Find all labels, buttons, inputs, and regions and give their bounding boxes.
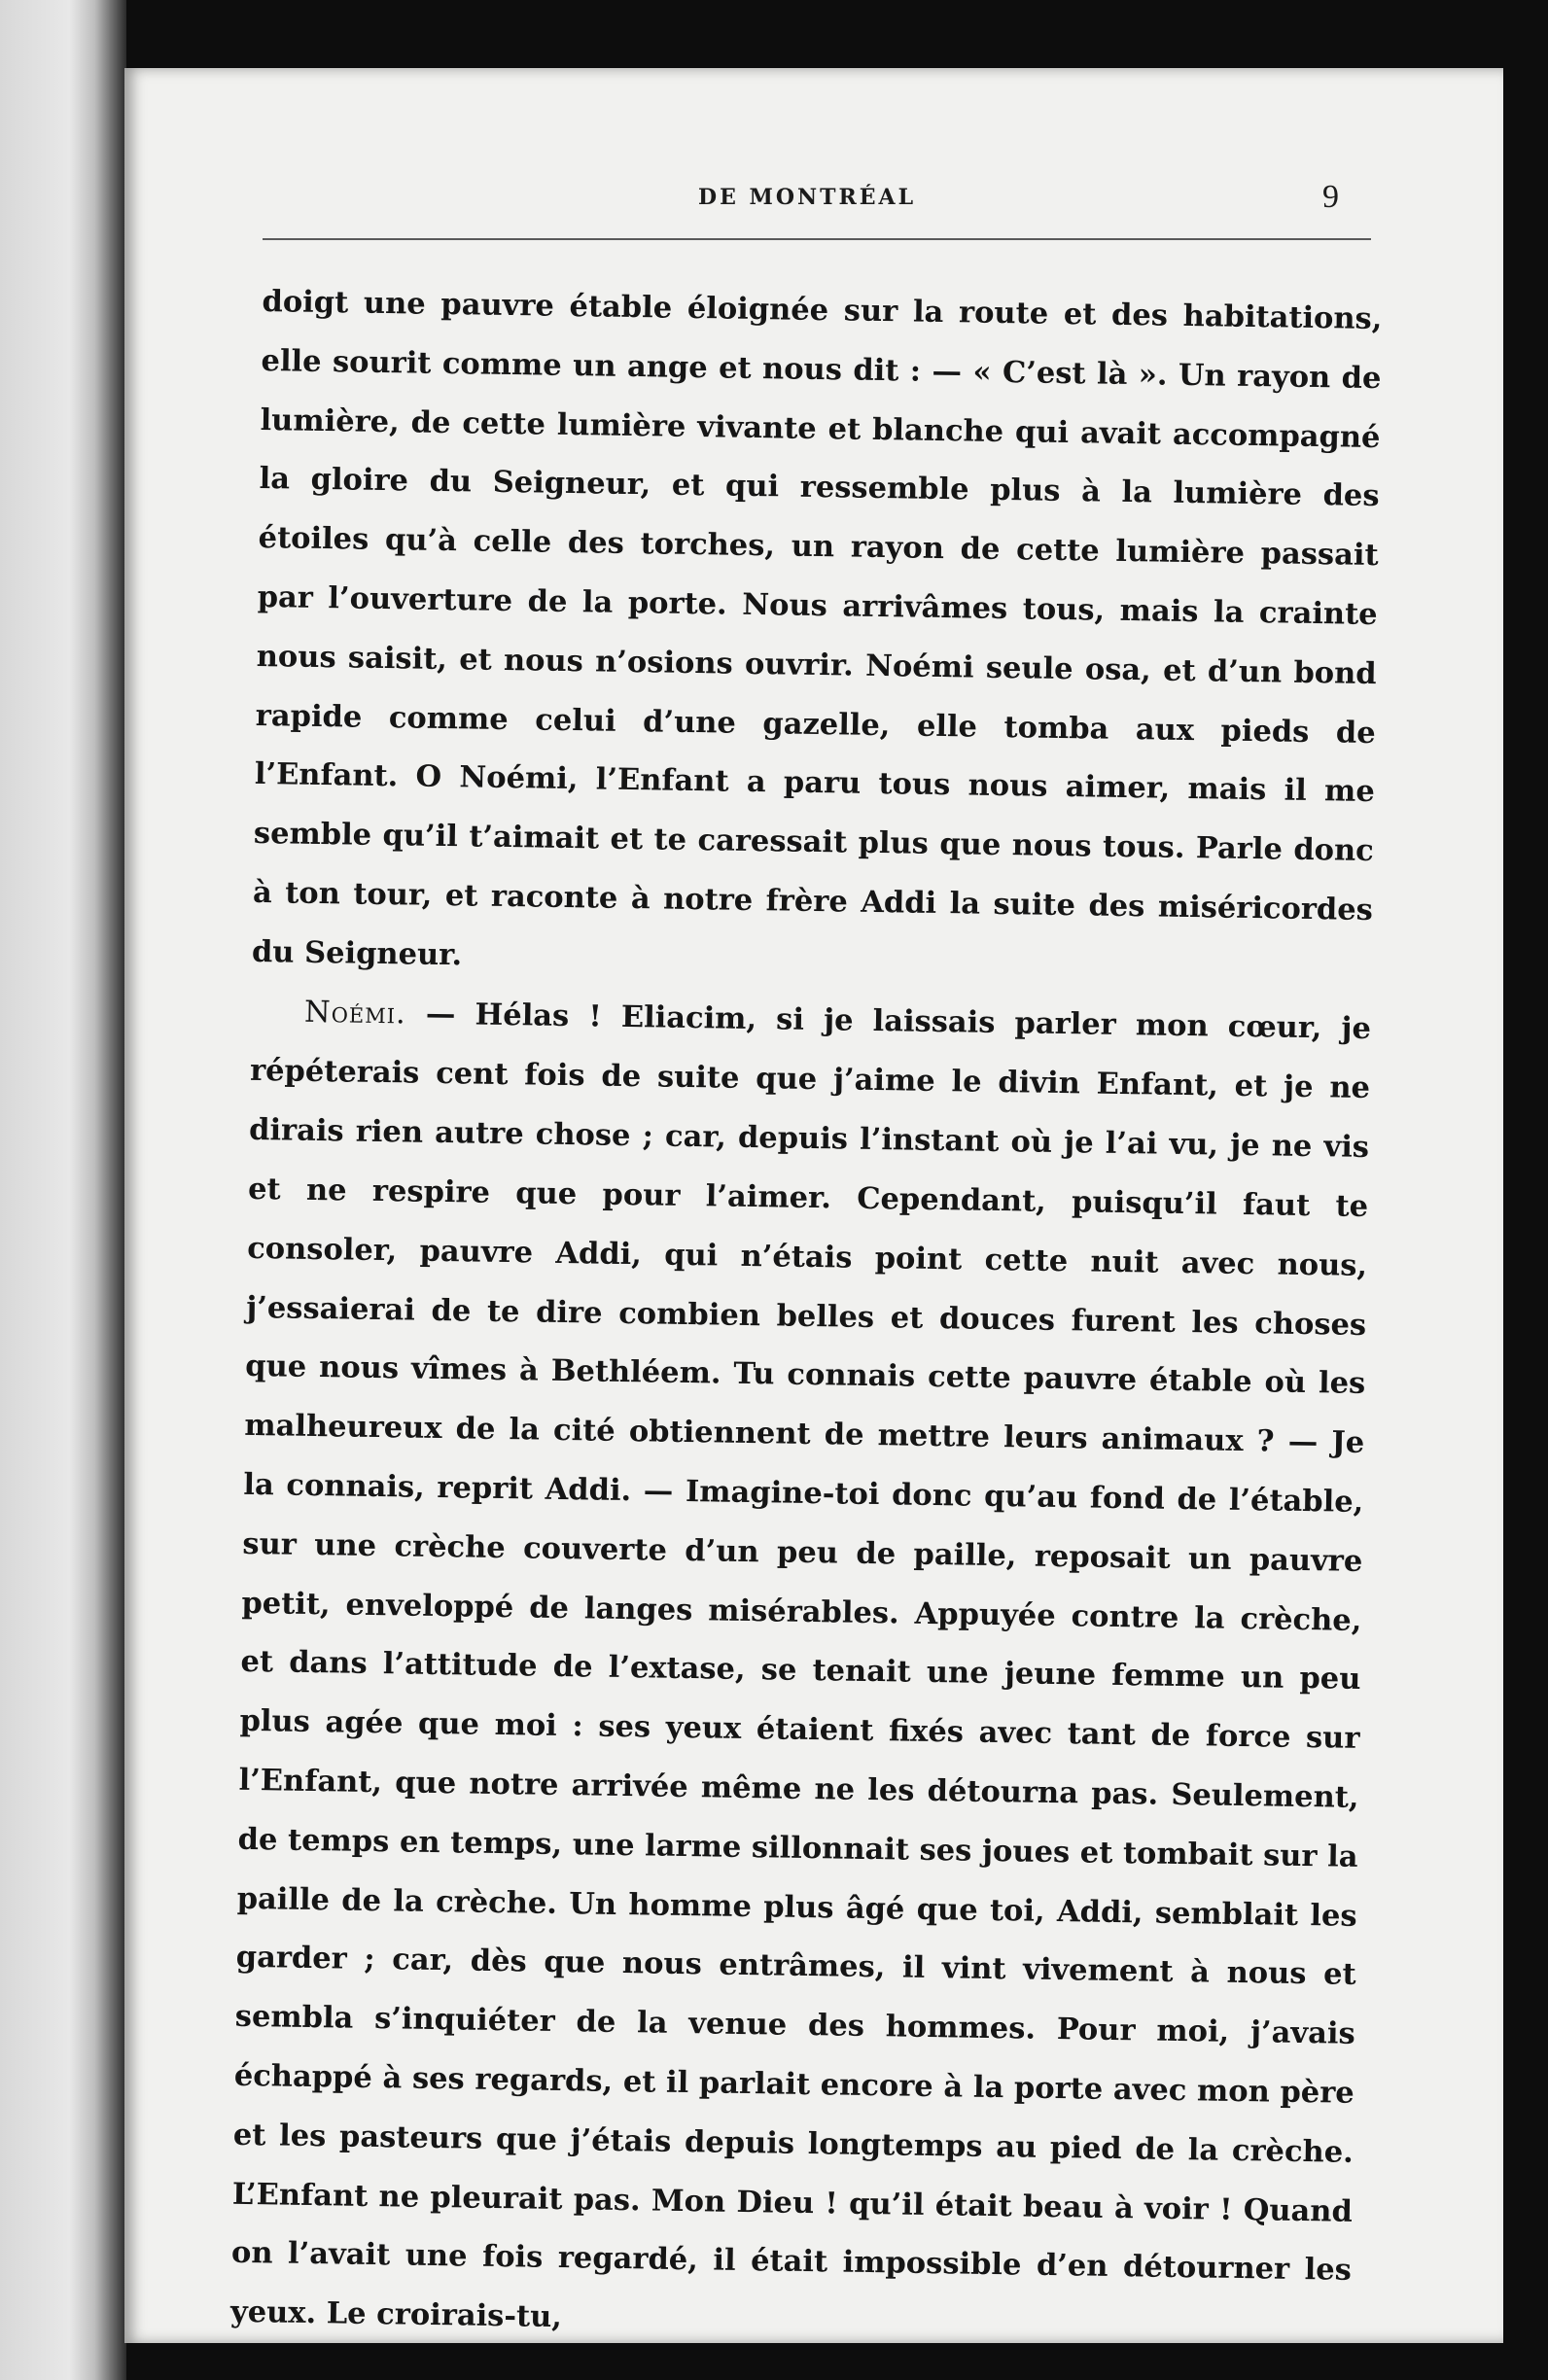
paragraph-noemi	[230, 981, 1372, 2359]
running-title: DE MONTRÉAL	[698, 185, 917, 210]
page-number: 9	[1322, 179, 1339, 215]
paragraph-eliacim-continued: doigt une pauvre étable éloignée sur la route et des habitations, elle sourit comme un ange et nous dit : — « C’est là ». Un rayon de lumière, de cette lumière vivante et blanche qui avait accompagné la gloire du Seigneur, et qui ressemble plus à la lumière des étoiles qu’à celle des torches, un rayon de cette lumière passait par l’ouverture de la porte. Nous arrivâmes tous, mais la crainte nous saisit, et nous n’osions ouvrir. Noémi seule osa, et d’un bond rapide comme celui d’une gazelle, elle tomba aux pieds de l’Enfant. O Noémi, l’Enfant a paru tous nous aimer, mais il me semble qu’il t’aimait et te caressait plus que nous tous. Parle donc à ton tour, et raconte à notre frère Addi la suite des miséricordes du Seigneur.	[251, 283, 1383, 973]
speaker-label: Noémi.	[303, 995, 407, 1031]
facing-page-edge	[0, 0, 126, 2380]
running-head	[124, 179, 1505, 224]
book-page	[124, 68, 1505, 2343]
paragraph-noemi-text: — Hélas ! Eliacim, si je laissais parler mon cœur, je répéterais cent fois de suite que j’aime le divin Enfant, et je ne dirais rien autre chose ; car, depuis l’instant où je l’ai vu, je ne vis et ne respire que pour l’aimer. Cependant, puisqu’il faut te consoler, pauvre Addi, qui n’étais point cette nuit avec nous, j’essaierai de te dire combien belles et douces furent les choses que nous vîmes à Bethléem. Tu connais cette pauvre étable où les malheureux de la cité obtiennent de mettre leurs animaux ? — Je la connais, reprit Addi. — Imagine-toi donc qu’au fond de l’étable, sur une crèche couverte d’un peu de paille, reposait un pauvre petit, enveloppé de langes misérables. Appuyée contre la crèche, et dans l’attitude de l’extase, se tenait une jeune femme un peu plus agée que moi : ses yeux étaient fixés avec tant de force sur l’Enfant, que notre arrivée même ne les détourna pas. Seulement, de temps en temps, une larme sillonnait ses joues et tombait sur la paille de la crèche. Un homme plus âgé que toi, Addi, semblait les garder ; car, dès que nous entrâmes, il vint vivement à nous et sembla s’inquiéter de la venue des hommes. Pour moi, j’avais échappé à ses regards, et il parlait encore à la porte avec mon père et les pasteurs que j’étais depuis longtemps au pied de la crèche. L’Enfant ne pleurait pas. Mon Dieu ! qu’il était beau à voir ! Quand on l’avait une fois regardé, il était impossible d’en détourner les yeux. Le croirais-tu,	[229, 995, 1372, 2335]
body-text	[230, 272, 1383, 2360]
header-rule	[263, 238, 1371, 240]
scan-right-margin	[1503, 0, 1548, 2380]
